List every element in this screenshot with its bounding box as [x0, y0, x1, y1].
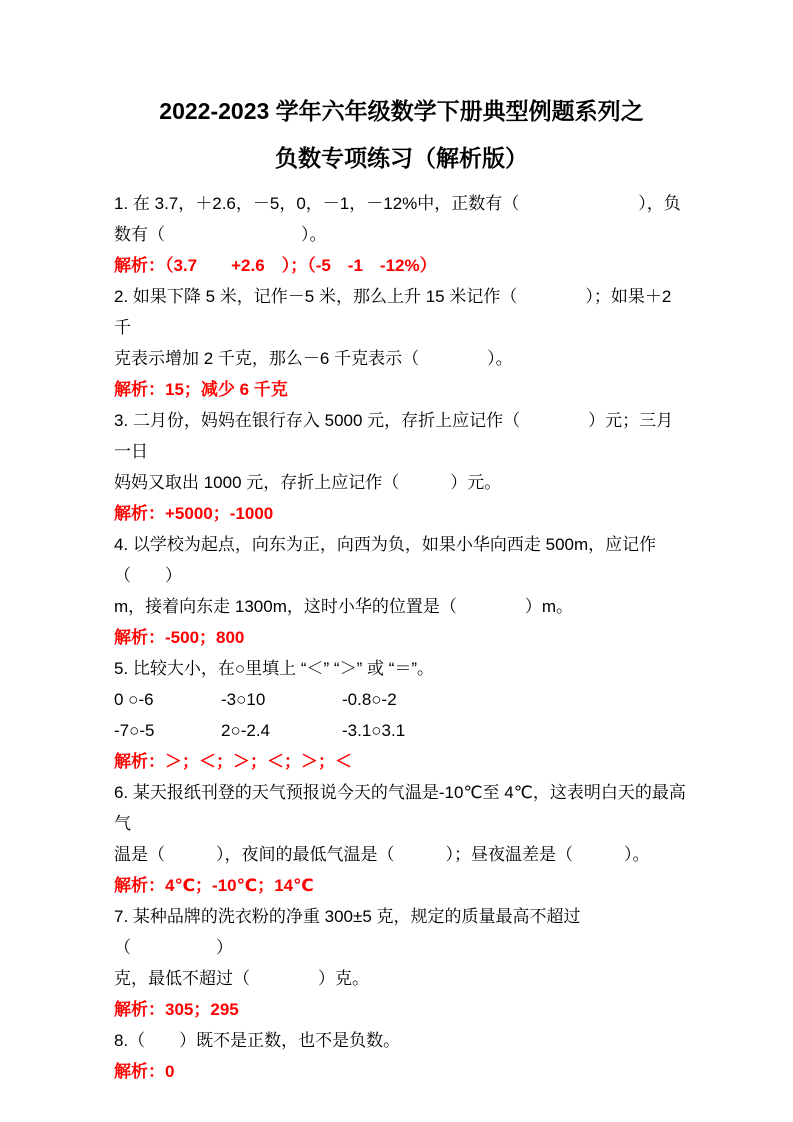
comparison-item: 2○-2.4	[221, 721, 271, 740]
question-8-answer: 解析：0	[114, 1062, 175, 1081]
comparison-item: 0 ○-6	[114, 690, 154, 709]
question-1-line-2: 数有（ ）。	[114, 225, 327, 244]
comparison-row-1	[114, 684, 689, 715]
question-3-line-2: 妈妈又取出 1000 元，存折上应记作（ ）元。	[114, 473, 502, 492]
title-line-2: 负数专项练习（解析版）	[275, 145, 528, 171]
question-3	[114, 405, 689, 529]
question-1-answer: 解析：（3.7 +2.6 ）；（-5 -1 -12%）	[114, 256, 437, 275]
question-2	[114, 281, 689, 405]
question-4-answer: 解析：-500；800	[114, 628, 245, 647]
question-7-line-1: 7. 某种品牌的洗衣粉的净重 300±5 克，规定的质量最高不超过（ ）	[114, 907, 581, 957]
question-2-answer: 解析：15；减少 6 千克	[114, 380, 288, 399]
question-7	[114, 901, 689, 1025]
question-8	[114, 1025, 689, 1087]
question-3-answer: 解析：+5000；-1000	[114, 504, 274, 523]
question-5	[114, 653, 689, 777]
question-6-line-2: 温是（ ），夜间的最低气温是（ ）；昼夜温差是（ ）。	[114, 845, 650, 864]
question-6-answer: 解析：4℃；-10℃；14℃	[114, 876, 314, 895]
question-1	[114, 188, 689, 281]
question-3-line-1: 3. 二月份，妈妈在银行存入 5000 元，存折上应记作（ ）元；三月一日	[114, 411, 674, 461]
question-7-answer: 解析：305；295	[114, 1000, 239, 1019]
comparison-item: -3.1○3.1	[342, 721, 406, 740]
worksheet-title	[114, 88, 689, 182]
question-7-line-2: 克，最低不超过（ ）克。	[114, 969, 369, 988]
title-line-1: 2022-2023 学年六年级数学下册典型例题系列之	[159, 98, 644, 124]
question-4	[114, 529, 689, 653]
comparison-item: -0.8○-2	[342, 690, 397, 709]
question-1-line-1: 1. 在 3.7，＋2.6，－5，0，－1，－12%中，正数有（ ），负	[114, 194, 681, 213]
question-4-line-2: m，接着向东走 1300m，这时小华的位置是（ ）m。	[114, 597, 574, 616]
question-8-line-1: 8.（ ）既不是正数，也不是负数。	[114, 1031, 401, 1050]
question-6-line-1: 6. 某天报纸刊登的天气预报说今天的气温是-10℃至 4℃，这表明白天的最高气	[114, 783, 686, 833]
question-5-intro: 5. 比较大小，在○里填上 “＜” “＞” 或 “＝”。	[114, 659, 435, 678]
question-4-line-1: 4. 以学校为起点，向东为正，向西为负，如果小华向西走 500m，应记作（ ）	[114, 535, 657, 585]
comparison-row-2	[114, 715, 689, 746]
comparison-item: -3○10	[221, 690, 266, 709]
question-5-answer: 解析：＞；＜；＞；＜；＞；＜	[114, 752, 352, 771]
question-2-line-2: 克表示增加 2 千克，那么－6 千克表示（ ）。	[114, 349, 513, 368]
comparison-item: -7○-5	[114, 721, 155, 740]
question-6	[114, 777, 689, 901]
question-2-line-1: 2. 如果下降 5 米，记作－5 米，那么上升 15 米记作（ ）；如果＋2 千	[114, 287, 677, 337]
